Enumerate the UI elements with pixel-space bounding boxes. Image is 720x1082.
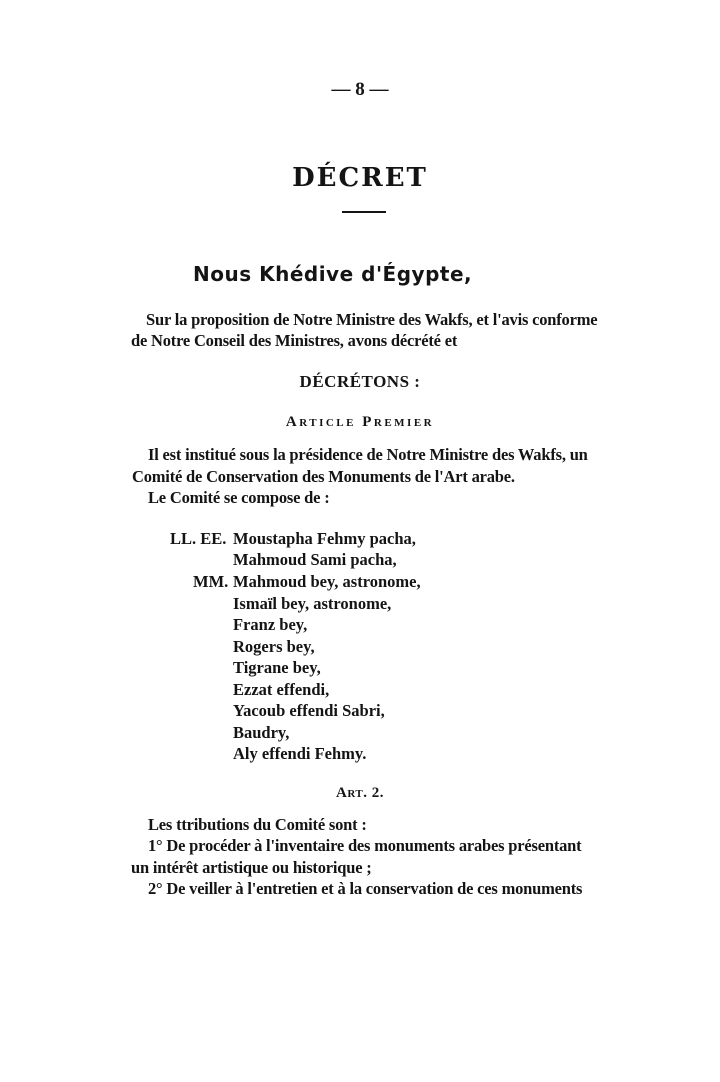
member-name: Tigrane bey, [233,658,321,677]
title-divider [342,211,386,213]
members-title-excellencies: LL. EE. [170,529,227,548]
article-2-title: Art. 2. [336,785,384,801]
preamble-line-1: Sur la proposition de Notre Ministre des Wakfs, et l'avis conforme [146,310,598,329]
member-name: Ezzat effendi, [233,680,330,699]
member-name: Moustapha Fehmy pacha, [233,529,416,548]
member-name: Yacoub effendi Sabri, [233,701,385,720]
member-name: Rogers bey, [233,637,315,656]
article-premier-line-1: Il est institué sous la présidence de Notre Ministre des Wakfs, un [148,445,588,464]
decree-title: DÉCRET [292,163,428,193]
article-premier-line-2: Comité de Conservation des Monuments de l'Art arabe. [132,467,515,486]
article-2-line-3: un intérêt artistique ou historique ; [131,858,372,877]
article-2-line-2: 1° De procéder à l'inventaire des monuments arabes présentant [148,836,582,855]
member-name: Baudry, [233,723,290,742]
article-2-line-4: 2° De veiller à l'entretien et à la conservation de ces monuments [148,879,583,898]
member-name: Aly effendi Fehmy. [233,744,367,763]
members-title-messieurs: MM. [193,572,229,591]
member-name: Ismaïl bey, astronome, [233,594,392,613]
article-premier-title: Article Premier [285,414,435,430]
preamble-line-2: de Notre Conseil des Ministres, avons décrété et [131,331,458,350]
member-name: Franz bey, [233,615,308,634]
khedive-heading: Nous Khédive d'Égypte, [193,262,473,286]
article-2-line-1: Les ttributions du Comité sont : [148,815,367,834]
page-number: — 8 — [331,79,389,100]
member-name: Mahmoud bey, astronome, [233,572,421,591]
member-name: Mahmoud Sami pacha, [233,550,397,569]
article-premier-line-3: Le Comité se compose de : [148,488,330,507]
decretons-heading: DÉCRÉTONS : [299,372,421,391]
